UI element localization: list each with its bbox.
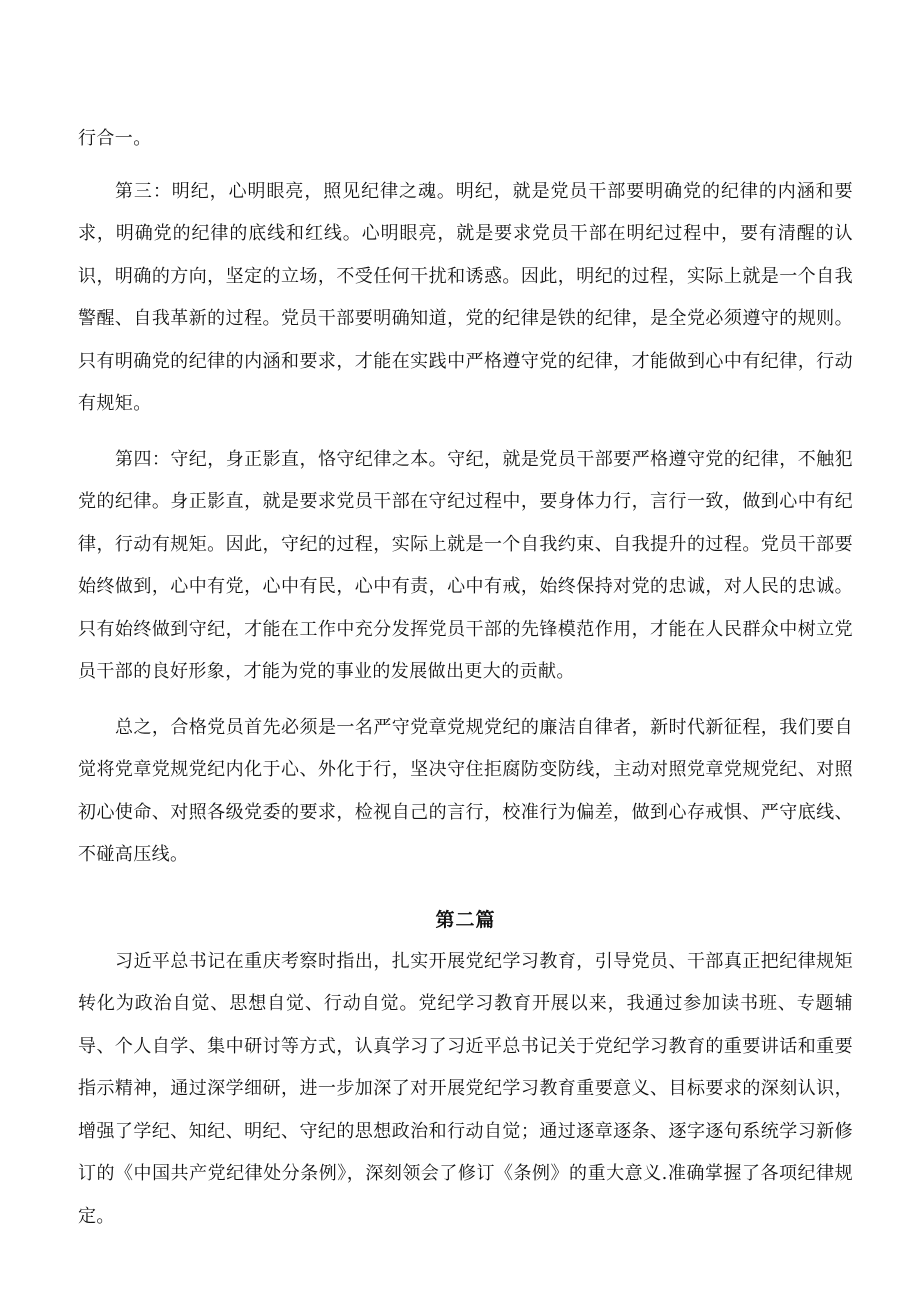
section-heading: 第二篇 xyxy=(435,908,496,931)
paragraph-third-point: 第三：明纪，心明眼亮，照见纪律之魂。明纪，就是党员干部要明确党的纪律的内涵和要求，明确党的纪律的底线和红线。心明眼亮，就是要求党员干部在明纪过程中，要有清醒的认识，明确的方向，坚定的立场，不受任何干扰和诱惑。因此，明纪的过程，实际上就是一个自我警醒、自我革新的过程。党员干部要明确知道，党的纪律是铁的纪律，是全党必须遵守的规则。只有明确党的纪律的内涵和要求，才能在实践中严格遵守党的纪律，才能做到心中有纪律，行动有规矩。 xyxy=(78,180,853,414)
paragraph-section-two-intro: 习近平总书记在重庆考察时指出，扎实开展党纪学习教育，引导党员、干部真正把纪律规矩转化为政治自觉、思想自觉、行动自觉。党纪学习教育开展以来，我通过参加读书班、专题辅导、个人自学、集中研讨等方式，认真学习了习近平总书记关于党纪学习教育的重要讲话和重要指示精神，通过深学细研，进一步加深了对开展党纪学习教育重要意义、目标要求的深刻认识，增强了学纪、知纪、明纪、守纪的思想政治和行动自觉；通过逐章逐条、逐字逐句系统学习新修订的《中国共产党纪律处分条例》，深刻领会了修订《条例》的重大意义.准确掌握了各项纪律规定。 xyxy=(78,950,853,1227)
paragraph-conclusion: 总之，合格党员首先必须是一名严守党章党规党纪的廉洁自律者，新时代新征程，我们要自觉将党章党规党纪内化于心、外化于行，坚决守住拒腐防变防线，主动对照党章党规党纪、对照初心使命、对照各级党委的要求，检视自己的言行，校准行为偏差，做到心存戒惧、严守底线、不碰高压线。 xyxy=(78,716,853,865)
paragraph-fourth-point: 第四：守纪，身正影直，恪守纪律之本。守纪，就是党员干部要严格遵守党的纪律，不触犯党的纪律。身正影直，就是要求党员干部在守纪过程中，要身体力行，言行一致，做到心中有纪律，行动有规矩。因此，守纪的过程，实际上就是一个自我约束、自我提升的过程。党员干部要始终做到，心中有党，心中有民，心中有责，心中有戒，始终保持对党的忠诚，对人民的忠诚。只有始终做到守纪，才能在工作中充分发挥党员干部的先锋模范作用，才能在人民群众中树立党员干部的良好形象，才能为党的事业的发展做出更大的贡献。 xyxy=(78,448,853,682)
paragraph-continuation: 行合一。 xyxy=(78,128,152,149)
document-page xyxy=(78,118,853,1238)
